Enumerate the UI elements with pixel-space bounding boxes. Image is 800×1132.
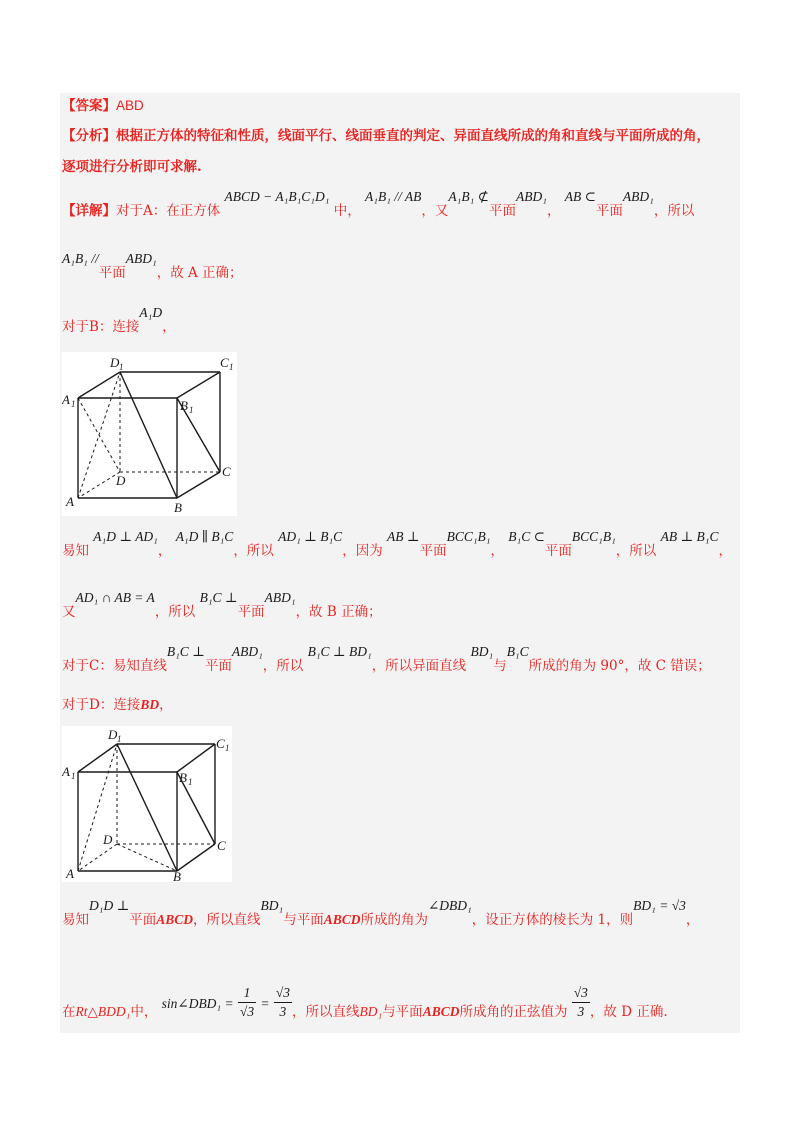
text: 对于A：在正方体 bbox=[116, 203, 221, 219]
text: ，故 A 正确； bbox=[156, 265, 243, 281]
fraction bbox=[572, 984, 590, 1021]
detail-a-line-2 bbox=[62, 251, 243, 282]
text: ， bbox=[157, 543, 172, 559]
label-C1: C bbox=[216, 736, 225, 751]
text: ， bbox=[490, 543, 504, 559]
math: ABD₁ bbox=[264, 590, 296, 605]
math: BCC₁B₁ bbox=[571, 529, 616, 544]
text: ，又 bbox=[421, 203, 449, 219]
text: ， bbox=[718, 543, 732, 559]
text: 对于C：易知直线 bbox=[62, 658, 167, 674]
text: ，所以 bbox=[262, 658, 304, 674]
text: 与 bbox=[493, 658, 507, 674]
label-A1: A bbox=[62, 392, 70, 407]
label-B: B bbox=[173, 869, 181, 882]
detail-c-line bbox=[62, 644, 711, 675]
sub: 1 bbox=[71, 399, 76, 409]
frac-den: 3 bbox=[577, 1004, 585, 1019]
label-B1: B bbox=[179, 770, 187, 785]
cube-figure-2 bbox=[62, 726, 232, 882]
math: BCC₁B₁ bbox=[446, 529, 491, 544]
math: B₁C bbox=[506, 644, 529, 659]
sub: 1 bbox=[119, 362, 124, 372]
detail-label: 【详解】 bbox=[62, 203, 116, 219]
math: B₁C ⊥ bbox=[199, 590, 238, 605]
math: AB ⊥ bbox=[387, 529, 420, 544]
math: AD₁ ∩ AB = A bbox=[75, 590, 155, 605]
math: A₁B₁ ⊄ bbox=[448, 189, 489, 204]
math: B₁C ⊥ bbox=[166, 644, 205, 659]
text: 对于B：连接 bbox=[62, 319, 140, 335]
sub: 1 bbox=[117, 734, 122, 744]
text: ，所以 bbox=[233, 543, 274, 559]
sub: 1 bbox=[229, 362, 234, 372]
fraction bbox=[238, 984, 256, 1021]
text: 平面 bbox=[419, 543, 447, 559]
detail-b-line-1 bbox=[62, 305, 176, 336]
detail-b-line-3 bbox=[62, 590, 382, 621]
text: ，所以 bbox=[154, 604, 196, 620]
text: 平面 bbox=[489, 203, 516, 219]
sub: 1 bbox=[225, 743, 230, 753]
text: 平面 bbox=[129, 912, 157, 928]
math: ABCD bbox=[323, 912, 361, 927]
math: ABD₁ bbox=[231, 644, 263, 659]
text: 在 bbox=[62, 1004, 76, 1020]
label-B: B bbox=[174, 500, 182, 515]
detail-d-line-1 bbox=[62, 696, 173, 714]
frac-den: 3 bbox=[279, 1004, 287, 1019]
text: 与平面 bbox=[382, 1004, 423, 1020]
analysis-label: 【分析】 bbox=[62, 128, 116, 144]
text: ，设正方体的棱长为 1，则 bbox=[471, 912, 634, 928]
math: BD bbox=[140, 697, 160, 712]
math: B₁C ⊥ BD₁ bbox=[307, 644, 372, 659]
text: 与平面 bbox=[283, 912, 324, 928]
text: 易知 bbox=[62, 543, 89, 559]
text: ，因为 bbox=[342, 543, 383, 559]
text: ，所以 bbox=[615, 543, 657, 559]
math: AB ⊥ B₁C bbox=[660, 529, 719, 544]
label-A1: A bbox=[62, 764, 70, 779]
math: ∠DBD₁ bbox=[428, 898, 472, 913]
detail-d-line-3 bbox=[62, 985, 668, 1031]
text: 所成的角为 90°，故 C 错误； bbox=[528, 658, 711, 674]
math: = bbox=[260, 996, 270, 1011]
math: A₁D ⊥ AD₁ bbox=[93, 529, 158, 544]
text: ， bbox=[162, 319, 176, 335]
analysis-line-2 bbox=[62, 158, 202, 176]
text: ，所以异面直线 bbox=[371, 658, 467, 674]
label-C: C bbox=[222, 464, 231, 479]
text: ，所以直线 bbox=[291, 1004, 360, 1020]
answer-panel bbox=[60, 93, 740, 1033]
math: A₁B₁ // AB bbox=[365, 189, 422, 204]
text: ，故 D 正确. bbox=[589, 1004, 668, 1020]
answer-label: 【答案】 bbox=[62, 98, 116, 114]
text: ，所以 bbox=[653, 203, 695, 219]
math: AB ⊂ bbox=[564, 189, 596, 204]
frac-den: √3 bbox=[239, 1004, 255, 1019]
text: 所成的角为 bbox=[360, 912, 428, 928]
text: 平面 bbox=[595, 203, 623, 219]
math: Rt△BDD₁ bbox=[75, 1004, 131, 1019]
math: A₁D bbox=[139, 305, 163, 320]
cube-diagram-1 bbox=[62, 352, 237, 516]
sub: 1 bbox=[188, 777, 193, 787]
text: 平面 bbox=[98, 265, 126, 281]
label-A: A bbox=[66, 866, 74, 881]
text: 又 bbox=[62, 604, 76, 620]
sub: 1 bbox=[71, 771, 76, 781]
label-D1: D bbox=[108, 727, 118, 742]
text: ， bbox=[159, 697, 173, 713]
detail-a-line-1 bbox=[62, 189, 695, 220]
answer-value: ABD bbox=[116, 98, 144, 113]
text: 平面 bbox=[204, 658, 232, 674]
math: ABCD − A₁B₁C₁D₁ bbox=[224, 189, 330, 204]
detail-d-line-2 bbox=[62, 898, 700, 929]
label-D: D bbox=[103, 832, 113, 847]
analysis-line-1 bbox=[62, 127, 710, 145]
frac-num: √3 bbox=[274, 984, 292, 1003]
math: A₁D ∥ B₁C bbox=[175, 529, 234, 544]
math: BD₁ bbox=[260, 898, 284, 913]
label-D: D bbox=[116, 473, 126, 488]
text: 平面 bbox=[544, 543, 572, 559]
fraction bbox=[274, 984, 292, 1021]
math: ABD₁ bbox=[125, 251, 157, 266]
cube-diagram-2 bbox=[62, 726, 232, 882]
answer-line bbox=[62, 97, 144, 115]
text: 易知 bbox=[62, 912, 89, 928]
text: 中， bbox=[333, 203, 361, 219]
label-A: A bbox=[66, 494, 74, 509]
math: ABD₁ bbox=[622, 189, 654, 204]
text: ，所以直线 bbox=[193, 912, 261, 928]
math: ABCD bbox=[156, 912, 194, 927]
label-C1: C bbox=[220, 355, 229, 370]
math: B₁C ⊂ bbox=[508, 529, 545, 544]
detail-b-line-2 bbox=[62, 529, 732, 560]
text: 平面 bbox=[237, 604, 265, 620]
math: BD₁ = √3 bbox=[633, 898, 686, 913]
math: A₁B₁ // bbox=[62, 251, 99, 266]
text: ， bbox=[685, 912, 700, 928]
analysis-text-2: 逐项进行分析即可求解. bbox=[62, 159, 202, 175]
label-C: C bbox=[217, 838, 226, 853]
text: 中， bbox=[130, 1004, 158, 1020]
math: AD₁ ⊥ B₁C bbox=[278, 529, 343, 544]
frac-num: 1 bbox=[238, 984, 256, 1003]
text: 对于D：连接 bbox=[62, 697, 141, 713]
label-D1: D bbox=[110, 355, 120, 370]
math: BD₁ bbox=[470, 644, 494, 659]
math: ABCD bbox=[422, 1004, 460, 1019]
frac-num: √3 bbox=[572, 984, 590, 1003]
math: sin∠DBD₁ = bbox=[161, 996, 234, 1011]
math: D₁D ⊥ bbox=[89, 898, 130, 913]
math: ABD₁ bbox=[516, 189, 547, 204]
label-B1: B bbox=[180, 398, 188, 413]
sub: 1 bbox=[189, 405, 194, 415]
analysis-text-1: 根据正方体的特征和性质，线面平行、线面垂直的判定、异面直线所成的角和直线与平面所成的角， bbox=[116, 128, 710, 144]
cube-figure-1 bbox=[62, 352, 237, 516]
text: ，故 B 正确； bbox=[295, 604, 382, 620]
text: 所成角的正弦值为 bbox=[459, 1004, 568, 1020]
text: ， bbox=[546, 203, 561, 219]
math: BD₁ bbox=[359, 1004, 383, 1019]
